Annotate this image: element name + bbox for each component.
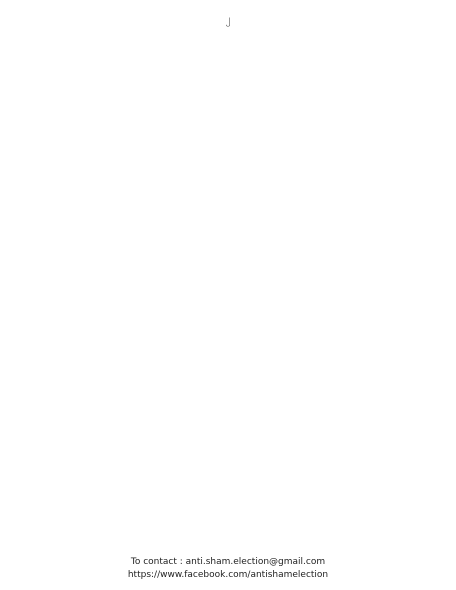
paragraph-2	[34, 50, 422, 62]
document-body	[34, 32, 422, 162]
paragraph-3	[34, 88, 422, 100]
contact-email: To contact : anti.sham.election@gmail.com	[130, 557, 326, 567]
paragraph-1	[34, 32, 422, 44]
section-heading-1	[34, 70, 422, 82]
facebook-link[interactable]: https://www.facebook.com/antishamelection	[127, 570, 329, 580]
paragraph-4	[34, 106, 422, 118]
paragraph-5	[34, 144, 422, 156]
page-number: ၂	[225, 14, 231, 25]
section-heading-2	[34, 126, 422, 138]
